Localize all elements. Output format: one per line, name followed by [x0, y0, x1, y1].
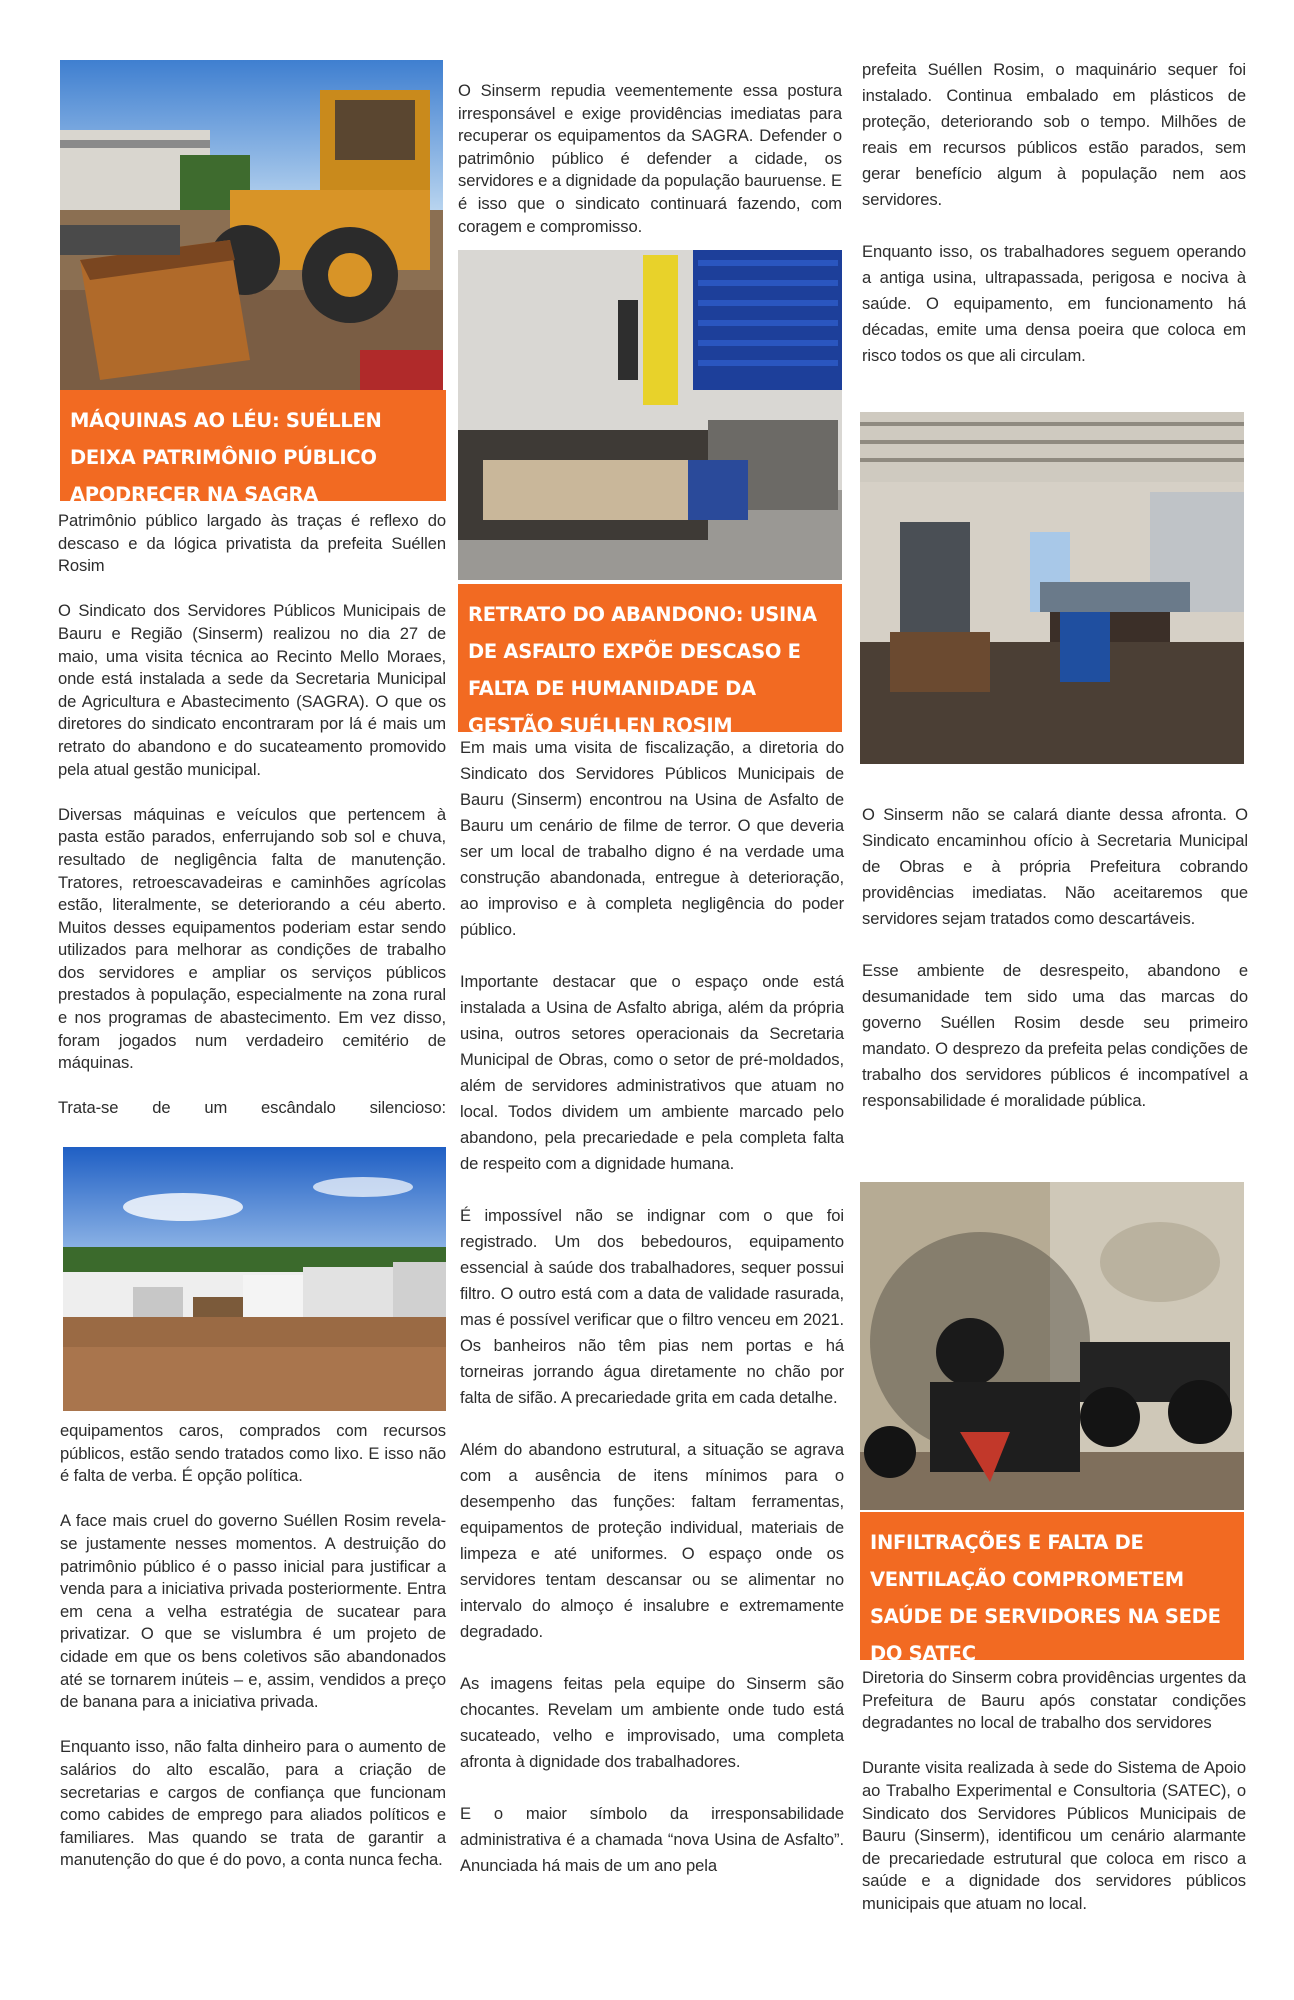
article1-body-continued	[458, 80, 842, 238]
article3-lead: Diretoria do Sinserm cobra providências urgentes da Prefeitura de Bauru após constatar condições degradantes no local de trabalho dos servidores	[862, 1668, 1246, 1733]
article1-paragraph: Diversas máquinas e veículos que pertencem à pasta estão parados, enferrujando sob sol e chuva, resultado de negligência falta de manutenção. Tratores, retroescavadeiras e caminhões agrícolas estão, literalmente, se deteriorando a céu aberto. Muitos desses equipamentos poderiam estar sendo utilizados para melhorar as condições de trabalho dos servidores e ampliar os serviços públicos prestados à população, especialmente na zona rural e nos programas de abastecimento. Em vez disso, foram jogados num verdadeiro cemitério de máquinas.	[58, 804, 446, 1073]
article2-body-continued	[862, 57, 1246, 369]
article2-paragraph: prefeita Suéllen Rosim, o maquinário sequer foi instalado. Continua embalado em plásticos de proteção, deteriorando sob o tempo. Milhões de reais em recursos públicos estão parados, sem gerar benefício algum à população nem aos servidores.	[862, 60, 1246, 209]
article3-body	[862, 1667, 1246, 1916]
article1-paragraph: O Sindicato dos Servidores Públicos Municipais de Bauru e Região (Sinserm) realizou no dia 27 de maio, uma visita técnica ao Recinto Mello Moraes, onde está instalada a sede da Secretaria Municipal de Agricultura e Abastecimento (SAGRA). O que os diretores do sindicato encontraram por lá é mais um retrato do abandono e do sucateamento promovido pela atual gestão municipal.	[58, 601, 446, 779]
sagra-yard-trucks-photo	[63, 1147, 446, 1411]
article2-body-end	[862, 802, 1248, 1114]
article3-paragraph: Durante visita realizada à sede do Sistema de Apoio ao Trabalho Experimental e Consultoria (SATEC), o Sindicato dos Servidores Públicos Municipais de Bauru (Sinserm), identificou um cenário alarmante de precariedade estrutural que coloca em risco a saúde e a dignidade dos servidores públicos municipais que atuam no local.	[862, 1758, 1246, 1913]
article1-paragraph: Enquanto isso, não falta dinheiro para o aumento de salários do alto escalão, para a criação de secretarias e cargos de confiança que funcionam como cabides de emprego para aliados políticos e familiares. Mas quando se trata de garantir a manutenção do que é do povo, a conta nunca fecha.	[60, 1737, 446, 1870]
article1-paragraph: A face mais cruel do governo Suéllen Rosim revela-se justamente nesses momentos. A destruição do patrimônio público é o passo inicial para justificar a venda para a iniciativa privada posteriormente. Entra em cena a velha estratégia de sucatear para privatizar. O que se vislumbra é um projeto de cidade em que os bens coletivos são abandonados até se tornarem inúteis – e, assim, vendidos a preço de banana para a iniciativa privada.	[60, 1511, 446, 1712]
article1-paragraph: O Sinserm repudia veementemente essa postura irresponsável e exige providências imediatas para recuperar os equipamentos da SAGRA. Defender o patrimônio público é defender a cidade, os servidores e a dignidade da população bauruense. E é isso que o sindicato continuará fazendo, com coragem e compromisso.	[458, 81, 842, 236]
article2-body	[460, 735, 844, 1879]
article2-paragraph: Importante destacar que o espaço onde está instalada a Usina de Asfalto abriga, além da própria usina, outros setores operacionais da Secretaria Municipal de Obras, como o setor de pré-moldados, além de servidores administrativos que atuam no local. Todos dividem um ambiente marcado pelo abandono, pela precariedade e pela completa falta de respeito com a dignidade humana.	[460, 972, 844, 1173]
article1-paragraph: Trata-se de um escândalo silencioso:	[58, 1098, 446, 1118]
rest-room-sofa-photo	[458, 250, 842, 580]
article1-body-top	[58, 510, 446, 1120]
article2-headline: RETRATO DO ABANDONO: USINA DE ASFALTO EXPÕE DESCASO E FALTA DE HUMANIDADE DA GESTÃO SUÉLLEN ROSIM	[458, 584, 842, 732]
article2-paragraph: As imagens feitas pela equipe do Sinserm são chocantes. Revelam um ambiente onde tudo está sucateado, velho e improvisado, uma completa afronta à dignidade dos trabalhadores.	[460, 1674, 844, 1771]
article1-body-bottom	[60, 1420, 446, 1872]
article2-paragraph: Esse ambiente de desrespeito, abandono e desumanidade tem sido uma das marcas do governo Suéllen Rosim desde seu primeiro mandato. O desprezo da prefeita pelas condições de trabalho dos servidores públicos é incompatível a responsabilidade é moralidade pública.	[862, 961, 1248, 1110]
wheel-loader-photo	[60, 60, 443, 390]
article2-paragraph: Em mais uma visita de fiscalização, a diretoria do Sindicato dos Servidores Públicos Municipais de Bauru (Sinserm) encontrou na Usina de Asfalto de Bauru um cenário de filme de terror. O que deveria ser um local de trabalho digno é na verdade uma construção abandonada, entregue à deterioração, ao improviso e à completa negligência do poder público.	[460, 738, 844, 939]
motorcycles-mold-wall-photo	[860, 1182, 1244, 1510]
article2-paragraph: O Sinserm não se calará diante dessa afronta. O Sindicato encaminhou ofício à Secretaria Municipal de Obras e à própria Prefeitura cobrando providências imediatas. Não aceitaremos que servidores sejam tratados como descartáveis.	[862, 805, 1248, 928]
article1-headline: MÁQUINAS AO LÉU: SUÉLLEN DEIXA PATRIMÔNIO PÚBLICO APODRECER NA SAGRA	[60, 390, 446, 501]
article2-paragraph: É impossível não se indignar com o que foi registrado. Um dos bebedouros, equipamento essencial à saúde dos trabalhadores, sequer possui filtro. O outro está com a data de validade rasurada, mas é possível verificar que o filtro venceu em 2021. Os banheiros não têm pias nem portas e há torneiras jorrando água diretamente no chão por falta de sifão. A precariedade grita em cada detalhe.	[460, 1206, 844, 1407]
article3-headline: INFILTRAÇÕES E FALTA DE VENTILAÇÃO COMPROMETEM SAÚDE DE SERVIDORES NA SEDE DO SATEC	[860, 1512, 1244, 1660]
article2-paragraph: Enquanto isso, os trabalhadores seguem operando a antiga usina, ultrapassada, perigosa e nociva à saúde. O equipamento, em funcionamento há décadas, emite uma densa poeira que coloca em risco todos os que ali circulam.	[862, 242, 1246, 365]
article2-paragraph: E o maior símbolo da irresponsabilidade administrativa é a chamada “nova Usina de Asfalto”. Anunciada há mais de um ano pela	[460, 1804, 844, 1875]
article1-paragraph: equipamentos caros, comprados com recursos públicos, estão sendo tratados como lixo. E isso não é falta de verba. É opção política.	[60, 1421, 446, 1486]
article2-paragraph: Além do abandono estrutural, a situação se agrava com a ausência de itens mínimos para o desempenho das funções: faltam ferramentas, equipamentos de proteção individual, materiais de limpeza e até uniformes. O espaço onde os servidores tentam descansar ou se alimentar no intervalo do almoço é insalubre e extremamente degradado.	[460, 1440, 844, 1641]
article1-lead: Patrimônio público largado às traças é reflexo do descaso e da lógica privatista da prefeita Suéllen Rosim	[58, 511, 446, 576]
break-room-kitchen-photo	[860, 412, 1244, 764]
